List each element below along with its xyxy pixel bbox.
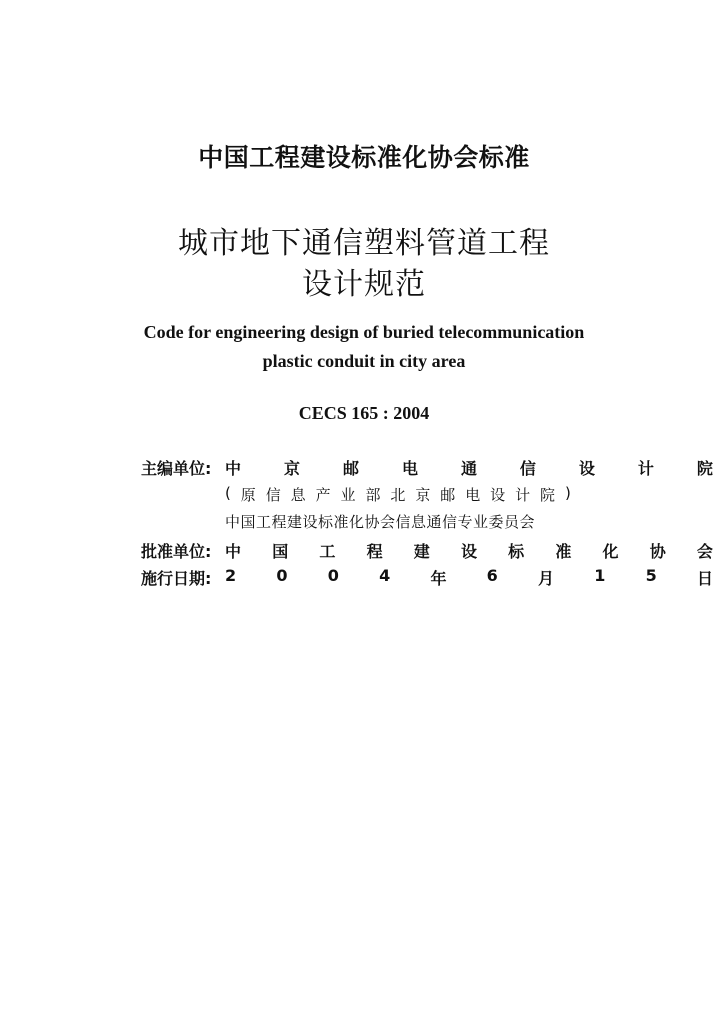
editor-unit-label: 主编单位: — [141, 459, 212, 478]
editor-char: 中 — [225, 459, 242, 478]
editor-char: 京 — [283, 459, 300, 478]
editor-char: 电 — [401, 459, 418, 478]
editor-second-unit: 中国工程建设标准化协会信息通信专业委员会 — [225, 513, 536, 531]
editor-char: 通 — [460, 459, 477, 478]
approver-char: 化 — [602, 542, 619, 561]
approver-char: 程 — [366, 542, 383, 561]
editor-char: 计 — [637, 459, 654, 478]
approver-char: 设 — [460, 542, 477, 561]
former-char: 院 — [540, 486, 556, 504]
date-char: 年 — [430, 569, 447, 588]
standard-code: CECS 165 : 2004 — [298, 403, 430, 423]
approver-char: 建 — [413, 542, 430, 561]
approver-char: 中 — [225, 542, 242, 561]
approver-char: 会 — [696, 542, 713, 561]
editor-former-name — [225, 484, 571, 505]
approver-char: 工 — [319, 542, 336, 561]
date-char: 2 — [225, 566, 237, 585]
former-char: ( — [225, 484, 231, 502]
document-title-line-1: 城市地下通信塑料管道工程 — [178, 226, 550, 261]
effective-date-value — [225, 566, 713, 589]
approver-unit-label: 批准单位: — [141, 542, 212, 561]
organization-standard-header: 中国工程建设标准化协会标准 — [198, 143, 530, 172]
editor-char: 设 — [578, 459, 595, 478]
editor-unit-value — [225, 456, 713, 479]
approver-unit-value — [225, 539, 713, 562]
date-char: 5 — [645, 566, 657, 585]
editor-char: 邮 — [342, 459, 359, 478]
former-char: 原 — [240, 486, 256, 504]
date-char: 0 — [327, 566, 339, 585]
former-char: 业 — [340, 486, 356, 504]
date-char: 月 — [538, 569, 555, 588]
english-title-line-1: Code for engineering design of buried telecommunication — [143, 322, 585, 342]
former-char: 部 — [365, 486, 381, 504]
former-char: 计 — [515, 486, 531, 504]
former-char: 息 — [290, 486, 306, 504]
former-char: 北 — [390, 486, 406, 504]
former-char: 信 — [265, 486, 281, 504]
document-title-line-2: 设计规范 — [302, 267, 426, 302]
approver-char: 国 — [272, 542, 289, 561]
former-char: 设 — [490, 486, 506, 504]
editor-char: 信 — [519, 459, 536, 478]
former-char: 电 — [465, 486, 481, 504]
former-char: 京 — [415, 486, 431, 504]
former-char: 产 — [315, 486, 331, 504]
approver-char: 协 — [649, 542, 666, 561]
former-char: ) — [564, 484, 571, 502]
approver-char: 准 — [555, 542, 572, 561]
english-title-line-2: plastic conduit in city area — [262, 351, 466, 371]
date-char: 6 — [486, 566, 498, 585]
date-char: 0 — [276, 566, 288, 585]
editor-char: 院 — [696, 459, 713, 478]
date-char: 4 — [379, 566, 391, 585]
effective-date-label: 施行日期: — [141, 569, 212, 588]
approver-char: 标 — [508, 542, 525, 561]
former-char: 邮 — [440, 486, 456, 504]
date-char: 1 — [594, 566, 606, 585]
date-char: 日 — [696, 569, 713, 588]
